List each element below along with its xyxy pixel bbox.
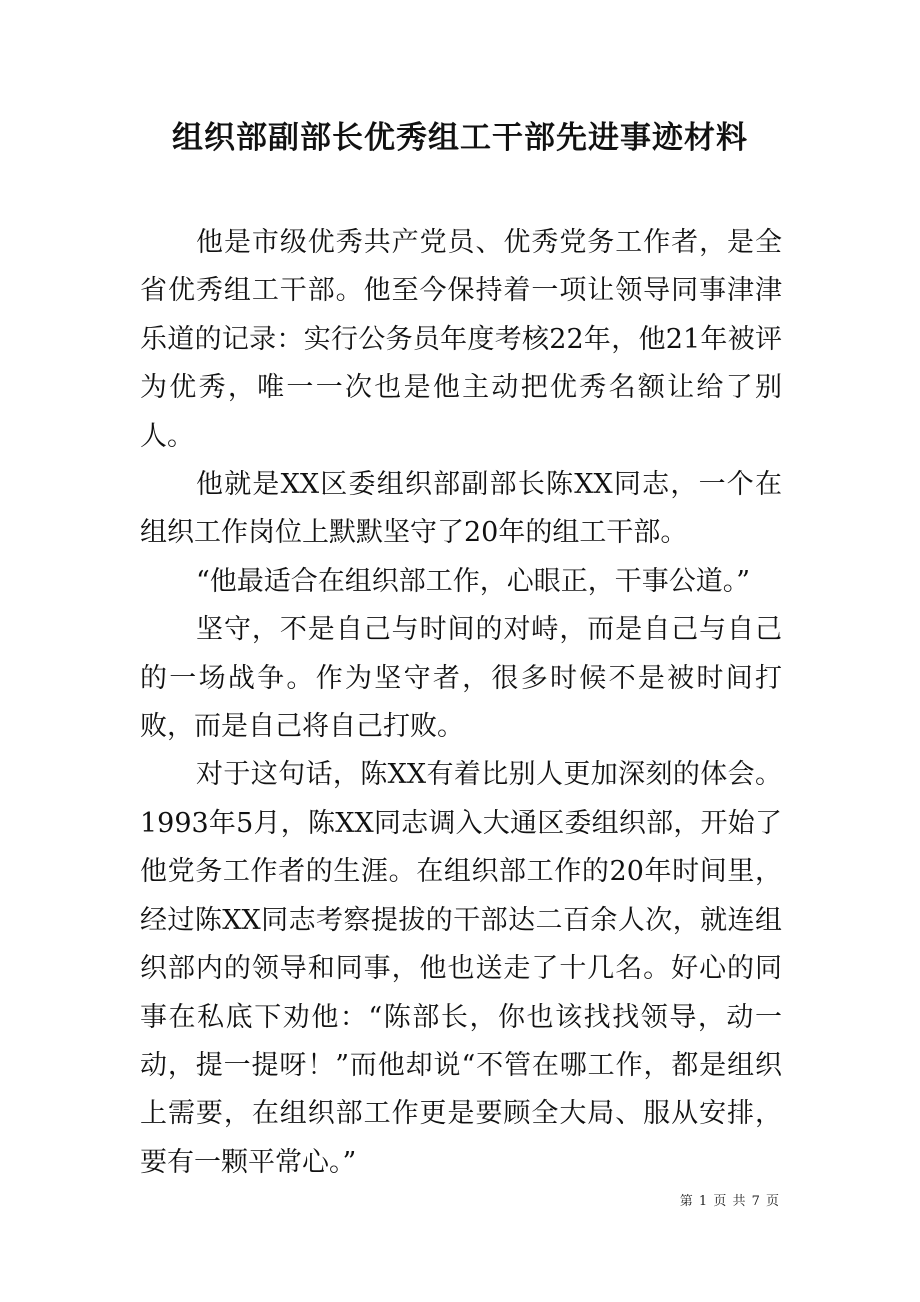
paragraph-4: 坚守，不是自己与时间的对峙，而是自己与自己的一场战争。作为坚守者，很多时候不是被时间打败，而是自己将自己打败。 bbox=[140, 614, 782, 743]
document-title: 组织部副部长优秀组工干部先进事迹材料 bbox=[172, 120, 748, 156]
paragraph-1: 他是市级优秀共产党员、优秀党务工作者，是全省优秀组工干部。他至今保持着一项让领导同事津津乐道的记录：实行公务员年度考核22年，他21年被评为优秀，唯一一次也是他主动把优秀名额让给了别人。 bbox=[140, 227, 782, 452]
paragraph-3: “他最适合在组织部工作，心眼正，干事公道。” bbox=[196, 565, 751, 597]
paragraph-2: 他就是XX区委组织部副部长陈XX同志，一个在组织工作岗位上默默坚守了20年的组工干部。 bbox=[140, 469, 782, 549]
page-number-footer: 第 1 页 共 7 页 bbox=[679, 1194, 780, 1209]
document-body bbox=[140, 219, 782, 1187]
paragraph-5: 对于这句话，陈XX有着比别人更加深刻的体会。1993年5月，陈XX同志调入大通区委组织部，开始了他党务工作者的生涯。在组织部工作的20年时间里，经过陈XX同志考察提拔的干部达二百余人次，就连组织部内的领导和同事，他也送走了十几名。好心的同事在私底下劝他：“陈部长，你也该找找领导，动一动，提一提呀！”而他却说“不管在哪工作，都是组织上需要，在组织部工作更是要顾全大局、服从安排，要有一颗平常心。” bbox=[140, 759, 782, 1178]
